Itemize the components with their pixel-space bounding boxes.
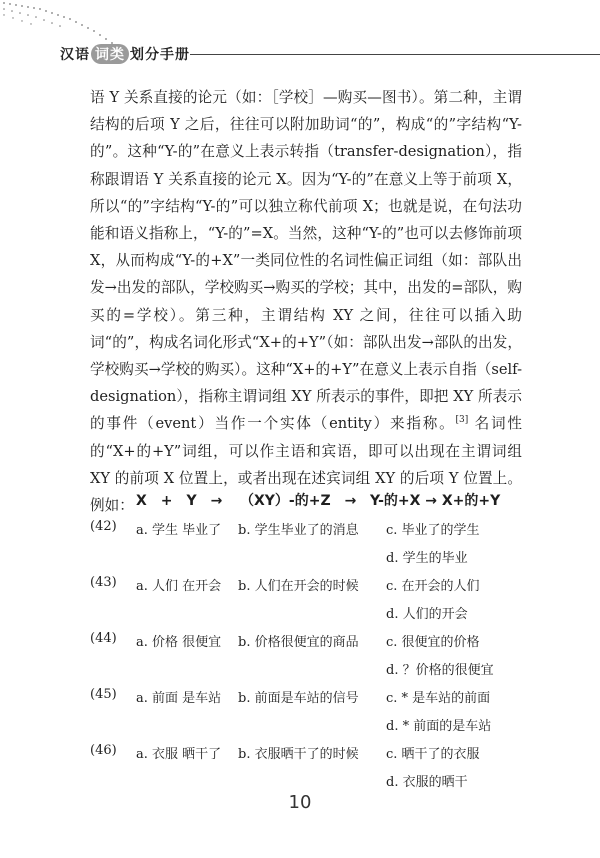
header-title-pre: 汉语 [60, 47, 90, 63]
example-c: c. 很便宜的价格 [386, 635, 480, 650]
formula-col-3: Y-的+X → X+的+Y [370, 493, 501, 509]
example-c: c. 毕业了的学生 [386, 523, 480, 538]
example-row [90, 515, 530, 543]
example-a: a. 人们 在开会 [136, 579, 222, 594]
header-title-highlight: 词类 [91, 44, 129, 64]
example-row [90, 655, 530, 683]
header-rule [190, 54, 600, 55]
header-title [60, 44, 190, 64]
example-row [90, 739, 530, 767]
example-d: d. * 前面的是车站 [386, 719, 492, 734]
header-title-post: 划分手册 [130, 47, 190, 63]
example-number: (45) [90, 687, 117, 702]
example-c: c. 在开会的人们 [386, 579, 480, 594]
example-list [90, 515, 530, 795]
example-number: (46) [90, 743, 117, 758]
running-header [0, 40, 600, 70]
paragraph-text-2: 名词性的“X+的+Y”词组，可以作主语和宾语，即可以出现在主谓词组 XY 的前项 X 位置上，或者出现在述宾词组 XY 的后项 Y 位置上。例如： [90, 415, 522, 515]
example-d: d. 人们的开会 [386, 607, 468, 622]
example-d: d. 衣服的晒干 [386, 775, 468, 790]
example-number: (42) [90, 519, 117, 534]
example-row [90, 711, 530, 739]
example-b: b. 学生毕业了的消息 [238, 523, 359, 538]
example-row [90, 571, 530, 599]
example-a: a. 衣服 晒干了 [136, 747, 222, 762]
example-a: a. 价格 很便宜 [136, 635, 222, 650]
footnote-marker[interactable]: [3] [455, 415, 469, 426]
example-b: b. 衣服晒干了的时候 [238, 747, 359, 762]
example-row [90, 767, 530, 795]
example-b: b. 价格很便宜的商品 [238, 635, 359, 650]
example-c: c. 晒干了的衣服 [386, 747, 480, 762]
body-paragraph [90, 84, 522, 519]
formula-col-1: X + Y → [136, 493, 223, 509]
example-a: a. 学生 毕业了 [136, 523, 222, 538]
example-row [90, 599, 530, 627]
example-b: b. 前面是车站的信号 [238, 691, 359, 706]
example-d: d. 学生的毕业 [386, 551, 468, 566]
page-number: 10 [288, 792, 312, 813]
example-row [90, 683, 530, 711]
example-row [90, 627, 530, 655]
example-b: b. 人们在开会的时候 [238, 579, 359, 594]
example-c: c. * 是车站的前面 [386, 691, 491, 706]
paragraph-text-1: 语 Y 关系直接的论元（如：［学校］—购买—图书）。第二种，主谓结构的后项 Y 之后，往往可以附加助词“的”，构成“的”字结构“Y-的”。这种“Y-的”在意义上表示转指（transfer-designation），指称跟谓语 Y 关系直接的论元 X。因为“Y-的”在意义上等于前项 X，所以“的”字结构“Y-的”可以独立称代前项 X；也就是说，在句法功能和语义指称上，“Y-的”=X。当然，这种“Y-的”也可以去修饰前项 X，从而构成“Y-的+X”一类同位性的名词性偏正词组（如：部队出发→出发的部队，学校购买→购买的学校；其中，出发的=部队，购买的=学校）。第三种，主谓结构 XY 之间，往往可以插入助词“的”，构成名词化形式“X+的+Y”（如：部队出发→部队的出发，学校购买→学校的购买）。这种“X+的+Y”在意义上表示自指（self-designation），指称主谓词组 XY 所表示的事件，即把 XY 所表示的事件（event）当作一个实体（entity）来指称。 [90, 89, 522, 433]
formula-col-2: （XY）-的+Z → [240, 493, 357, 509]
formula-row [90, 490, 530, 514]
example-row [90, 543, 530, 571]
example-a: a. 前面 是车站 [136, 691, 222, 706]
example-d: d. ？价格的很便宜 [386, 663, 494, 678]
example-number: (44) [90, 631, 117, 646]
example-number: (43) [90, 575, 117, 590]
